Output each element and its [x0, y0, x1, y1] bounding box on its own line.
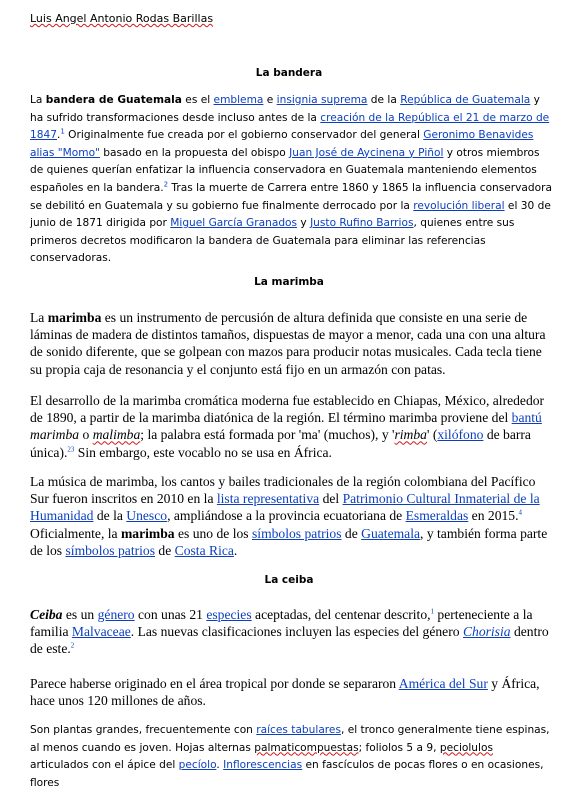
link-revolucion-liberal[interactable]: revolución liberal [413, 199, 505, 212]
link-simbolos-patrios-cr[interactable]: símbolos patrios [65, 542, 155, 558]
link-genero[interactable]: género [97, 607, 135, 622]
link-republica-guatemala[interactable]: República de Guatemala [400, 94, 531, 106]
link-lista-representativa[interactable]: lista representativa [216, 491, 320, 507]
link-emblema[interactable]: emblema [213, 94, 264, 106]
link-insignia-suprema[interactable]: insignia suprema [276, 94, 368, 106]
citation-1[interactable]: 1 [60, 127, 65, 136]
section-title-marimba: La marimba [254, 276, 324, 288]
author-name: Luis Angel Antonio Rodas Barillas [30, 12, 214, 25]
link-bantu[interactable]: bantú [511, 410, 542, 426]
link-esmeraldas[interactable]: Esmeraldas [405, 508, 469, 524]
paragraph-marimba-2: El desarrollo de la marimba cromática moderna fue establecido en Chiapas, México, alrededor de 1890, a partir de la marimba diatónica de la región. El término marimba proviene del bantú marimba o malimba; la palabra está formada por 'ma' (muchos), y 'rimba' (xilófono de barra única).$^{23}$ Sin embargo, este vocablo no se usa en África. [30, 393, 545, 460]
paragraph-marimba-1: La marimba es un instrumento de percusión de altura definida que consiste en una serie de láminas de madera de distintos tamaños, dispuestas de mayor a menor, cada una con una altura de sonido diferente, que se golpean con mazos para producir notas musicales. Cada tecla tiene su propia caja de resonancia y el conjunto está fijo en un armazón con patas. [30, 310, 546, 377]
paragraph-ceiba-1: Ceiba es un género con unas 21 especies aceptadas, del centenar descrito,$^1$ perteneciente a la familia Malvaceae. Las nuevas clasificaciones incluyen las especies del género Chorisia dentro de este.$^2$ [30, 607, 549, 657]
citation-1b[interactable]: 1 [430, 607, 435, 616]
link-especies[interactable]: especies [206, 607, 252, 622]
section-title-bandera: La bandera [255, 67, 323, 79]
link-miguel-garcia-granados[interactable]: Miguel García Granados [170, 217, 298, 230]
link-malvaceae[interactable]: Malvaceae [71, 624, 131, 640]
link-peciolo[interactable]: pecíolo [178, 759, 217, 772]
link-aycinena[interactable]: Juan José de Aycinena y Piñol [289, 146, 444, 159]
paragraph-bandera: La bandera de Guatemala es el emblema e insignia suprema de la República de Guatemala y ha sufrido transformaciones desde incluso antes de la creación de la República el 21 de marzo de 1847.$^1$ Originalmente fue creada por el gobierno conservador del general Geronimo Benavides alias "Momo" basado en la propuesta del obispo Juan José de Aycinena y Piñol y otros miembros de quienes querían enfatizar la influencia conservadora en Guatemala manteniendo elementos españoles en la bandera.$^2$ Tras la muerte de Carrera entre 1860 y 1865 la influencia conservadora se debilitó en Guatemala y su gobierno fue finalmente derrocado por la revolución liberal el 30 de junio de 1871 dirigida por Miguel García Granados y Justo Rufino Barrios, quienes entre sus primeros decretos modificaron la bandera de Guatemala para eliminar las referencias conservadoras. [30, 94, 552, 265]
citation-4[interactable]: 4 [518, 508, 522, 517]
citation-23[interactable]: 23 [67, 445, 75, 454]
link-chorisia[interactable]: Chorisia [462, 624, 511, 640]
link-america-del-sur[interactable]: América del Sur [398, 676, 488, 691]
paragraph-ceiba-2: Parece haberse originado en el área tropical por donde se separaron América del Sur y África, hace unos 120 millones de años. [30, 676, 540, 709]
link-unesco[interactable]: Unesco [126, 508, 168, 524]
link-raices-tabulares[interactable]: raíces tabulares [256, 724, 341, 736]
link-guatemala[interactable]: Guatemala [361, 525, 421, 541]
link-patrimonio-cultural[interactable]: Patrimonio Cultural Inmaterial de la Humanidad [30, 491, 540, 524]
link-simbolos-patrios-gt[interactable]: símbolos patrios [252, 525, 342, 541]
link-xilofono[interactable]: xilófono [437, 427, 484, 443]
paragraph-ceiba-3: Son plantas grandes, frecuentemente con raíces tabulares, el tronco generalmente tiene espinas, al menos cuando es joven. Hojas alternas palmaticompuestas; foliolos 5 a 9, peciolulos articulados con el ápice del pecíolo. Inflorescencias en fascículos de pocas flores o en ocasiones, flores [30, 724, 550, 789]
link-costa-rica[interactable]: Costa Rica [174, 542, 234, 558]
citation-2[interactable]: 2 [163, 180, 169, 189]
link-inflorescencias[interactable]: Inflorescencias [223, 759, 303, 772]
section-title-ceiba: La ceiba [264, 574, 314, 586]
link-justo-rufino-barrios[interactable]: Justo Rufino Barrios [310, 217, 414, 230]
link-creacion-republica[interactable]: creación de la República el 21 de marzo de 1847 [30, 111, 550, 142]
paragraph-marimba-3: La música de marimba, los cantos y bailes tradicionales de la región colombiana del Pacífico Sur fueron inscritos en 2010 en la lista representativa del Patrimonio Cultural Inmaterial de la Humanidad de la Unesco, ampliándose a la provincia ecuatoriana de Esmeraldas en 2015.$^4$ Oficialmente, la marimba es uno de los símbolos patrios de Guatemala, y también forma parte de los símbolos patrios de Costa Rica. [30, 474, 548, 558]
citation-2b[interactable]: 2 [70, 641, 75, 650]
link-geronimo-benavides[interactable]: Geronimo Benavides alias "Momo" [30, 129, 534, 159]
